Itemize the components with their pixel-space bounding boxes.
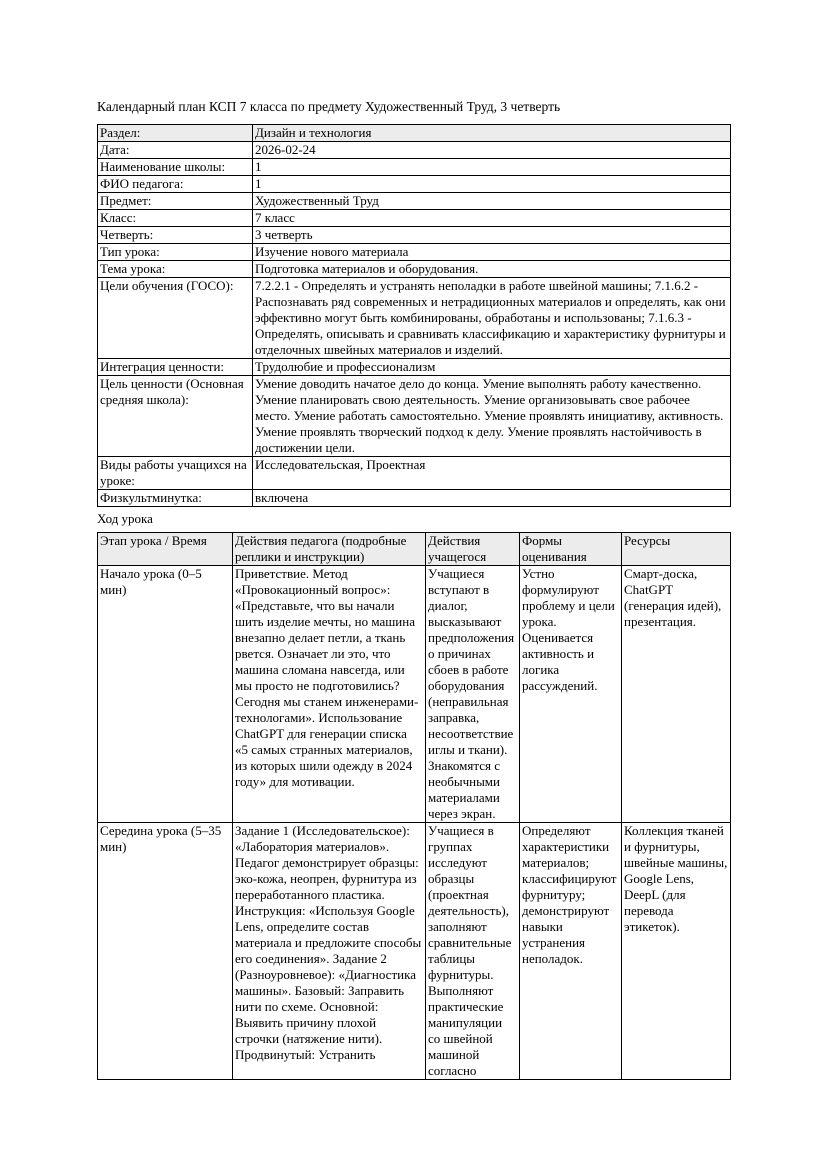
resources-cell: Смарт-доска, ChatGPT (генерация идей), презентация. xyxy=(622,566,731,823)
table-row xyxy=(98,490,731,507)
student-actions-cell: Учащиеся вступают в диалог, высказывают предположения о причинах сбоев в работе оборудования (неправильная заправка, несоответствие иглы и ткани). Знакомятся с необычными материалами через экран. xyxy=(426,566,520,823)
info-row-value: Умение доводить начатое дело до конца. Умение выполнять работу качественно. Умение планировать свою деятельность. Умение организовывать свое рабочее место. Умение работать самостоятельно. Умение проявлять инициативу, активность. Умение проявлять творческий подход к делу. Умение проявлять настойчивость в достижении цели. xyxy=(253,376,731,457)
table-row xyxy=(98,566,731,823)
lesson-flow-heading: Ход урока xyxy=(97,511,153,526)
header-row xyxy=(98,533,731,566)
column-header-resources: Ресурсы xyxy=(622,533,731,566)
teacher-actions-cell: Задание 1 (Исследовательское): «Лаборатория материалов». Педагог демонстрирует образцы: эко-кожа, неопрен, фурнитура из переработанного пластика. Инструкция: «Используя Google Lens, определите состав материала и предложите способы его соединения». Задание 2 (Разноуровневое): «Диагностика машины». Базовый: Заправить нити по схеме. Основной: Выявить причину плохой строчки (натяжение нити). Продвинутый: Устранить xyxy=(233,823,426,1080)
stage-cell: Начало урока (0–5 мин) xyxy=(98,566,233,823)
info-row-value: 7.2.2.1 - Определять и устранять неполадки в работе швейной машины; 7.1.6.2 - Распознавать ряд современных и нетрадиционных материалов и определять, как они эффективно могут быть комбинированы, обработаны и использованы; 7.1.6.3 - Определять, описывать и сравнивать классификацию и характеристику фурнитуры и отделочных швейных материалов и изделий. xyxy=(253,278,731,359)
lesson-flow-table xyxy=(97,532,731,1080)
stage-cell: Середина урока (5–35 мин) xyxy=(98,823,233,1080)
table-row xyxy=(98,359,731,376)
info-row-value: 3 четверть xyxy=(253,227,731,244)
table-row xyxy=(98,176,731,193)
info-row-label: Предмет: xyxy=(98,193,253,210)
info-row-label: Наименование школы: xyxy=(98,159,253,176)
info-row-label: Интеграция ценности: xyxy=(98,359,253,376)
table-row xyxy=(98,244,731,261)
info-row-label: Класс: xyxy=(98,210,253,227)
info-row-value: включена xyxy=(253,490,731,507)
lesson-info-table xyxy=(97,124,731,507)
teacher-actions-cell: Приветствие. Метод «Провокационный вопрос»: «Представьте, что вы начали шить изделие мечты, но машина внезапно делает петли, а ткань рвется. Означает ли это, что машина сломана навсегда, или мы просто не подготовились? Сегодня мы станем инженерами-технологами». Использование ChatGPT для генерации списка «5 самых странных материалов, из которых шили одежду в 2024 году» для мотивации. xyxy=(233,566,426,823)
info-row-value: Изучение нового материала xyxy=(253,244,731,261)
table-row xyxy=(98,376,731,457)
info-row-label: Тема урока: xyxy=(98,261,253,278)
table-row xyxy=(98,278,731,359)
page-title: Календарный план КСП 7 класса по предмету Художественный Труд, 3 четверть xyxy=(97,99,561,114)
table-row xyxy=(98,210,731,227)
info-row-label: Цель ценности (Основная средняя школа): xyxy=(98,376,253,457)
table-row xyxy=(98,159,731,176)
column-header-stage: Этап урока / Время xyxy=(98,533,233,566)
info-row-value: 2026-02-24 xyxy=(253,142,731,159)
info-row-value: Трудолюбие и профессионализм xyxy=(253,359,731,376)
table-row xyxy=(98,193,731,210)
resources-cell: Коллекция тканей и фурнитуры, швейные машины, Google Lens, DeepL (для перевода этикеток). xyxy=(622,823,731,1080)
assessment-cell: Устно формулируют проблему и цели урока. Оценивается активность и логика рассуждений. xyxy=(520,566,622,823)
info-row-value: Исследовательская, Проектная xyxy=(253,457,731,490)
student-actions-cell: Учащиеся в группах исследуют образцы (проектная деятельность), заполняют сравнительные таблицы фурнитуры. Выполняют практические манипуляции со швейной машиной согласно xyxy=(426,823,520,1080)
info-row-value: 1 xyxy=(253,159,731,176)
info-row-value: 7 класс xyxy=(253,210,731,227)
column-header-assessment: Формы оценивания xyxy=(520,533,622,566)
info-row-value: Художественный Труд xyxy=(253,193,731,210)
table-row xyxy=(98,457,731,490)
table-row xyxy=(98,125,731,142)
info-row-value: Подготовка материалов и оборудования. xyxy=(253,261,731,278)
info-row-label: Цели обучения (ГОСО): xyxy=(98,278,253,359)
info-row-label: ФИО педагога: xyxy=(98,176,253,193)
column-header-teacher-actions: Действия педагога (подробные реплики и инструкции) xyxy=(233,533,426,566)
info-row-label: Раздел: xyxy=(98,125,253,142)
info-row-value: Дизайн и технология xyxy=(253,125,731,142)
info-row-value: 1 xyxy=(253,176,731,193)
info-row-label: Четверть: xyxy=(98,227,253,244)
table-row xyxy=(98,823,731,1080)
info-row-label: Виды работы учащихся на уроке: xyxy=(98,457,253,490)
info-row-label: Физкультминутка: xyxy=(98,490,253,507)
column-header-student-actions: Действия учащегося xyxy=(426,533,520,566)
info-row-label: Тип урока: xyxy=(98,244,253,261)
info-row-label: Дата: xyxy=(98,142,253,159)
table-row xyxy=(98,227,731,244)
table-row xyxy=(98,142,731,159)
assessment-cell: Определяют характеристики материалов; классифицируют фурнитуру; демонстрируют навыки устранения неполадок. xyxy=(520,823,622,1080)
document-page xyxy=(97,98,730,1080)
table-row xyxy=(98,261,731,278)
